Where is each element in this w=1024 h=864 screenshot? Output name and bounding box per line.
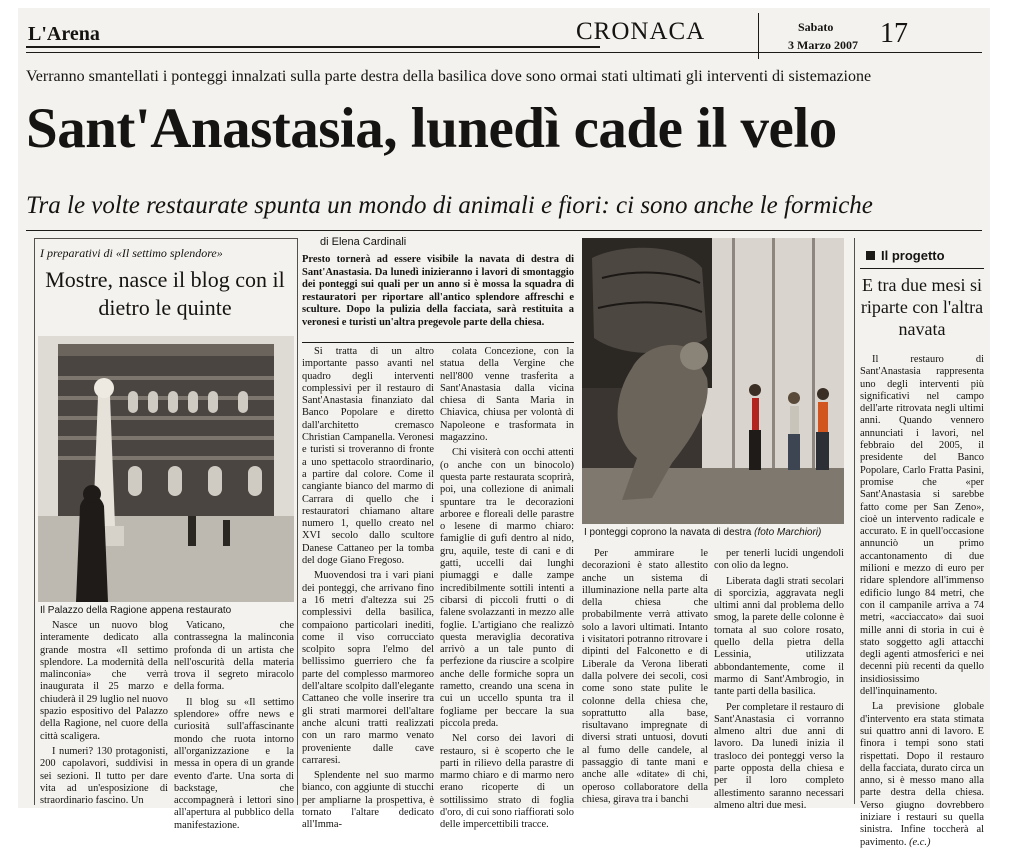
issue-day: Sabato — [798, 20, 834, 34]
article-col4-p2: Liberata dagli strati secolari di sporcizia, aggravata negli ultimi anni dal problema dello smog, la parete delle colonne è tornata al suo colore rosato, quello della pietra della Lessinia, utilizzata abbondantemente, come il marmo di Sant'Ambrogio, in tante parti della basilica. — [714, 575, 844, 698]
masthead-logo: L'Arena — [28, 23, 100, 45]
lead-rule — [302, 342, 574, 343]
article-kicker: Verranno smantellati i ponteggi innalzati sulla parte destra della basilica dove sono ormai stati ultimati gli interventi di sistemazione — [26, 68, 872, 85]
article-col2-p2: Chi visiterà con occhi attenti (o anche con un binocolo) questa parte restaurata scoprirà, poi, una collezione di animali spuntare tra le decorazioni arboree e floreali delle parastre o lesene di marmo chiaro: famiglie di gufi dentro al nido, gru, aquile, teste di cani e di gatti, uccelli dai lunghi piumaggi e dalle zampe incredibilmente sottili intenti a cibarsi di piccoli frutti o di falene svolazzanti in mezzo alle foglie. L'artigiano che realizzò questa meraviglia decorativa arrivò a un tale punto di perfezione da riuscire a scolpire anche delle formiche sopra un rametto, creando una scena in cui un uccello spunta tra il fogliame per beccare la sua piccola preda. — [440, 447, 574, 729]
sidebar-left-col2-p2: Il blog su «Il settimo splendore» offre news e curiosità sull'affascinante mondo che ruota intorno all'organizzazione e la messa in opera di un grande evento d'arte. Una sorta di backstage, che accompagnerà i lettori sino all'apertura al pubblico della manifestazione. — [174, 696, 294, 831]
headline-rule — [26, 230, 982, 231]
article-col2-p3: Nel corso dei lavori di restauro, si è scoperto che le parti in rilievo della parastre di marmo chiaro e di marmo nero erano ricoperte di un sottilissimo strato di foglia d'oro, di cui sono riaffiorati solo delle impercettibili tracce. — [440, 733, 574, 831]
sidebar-right-p2-text: La previsione globale d'intervento era stata stimata sui quattro anni di lavoro. E finora i tempi sono stati rispettati. Dopo il restauro della facciata, durato circa un anno, si è messo mano alla parte destra della chiesa. Verso giugno dovrebbero iniziare i restauri su quella sinistra. Infine toccherà al pavimento. — [860, 701, 984, 848]
sidebar-right-divider — [854, 238, 855, 804]
sidebar-right-title: E tra due mesi si riparte con l'altra navata — [860, 275, 984, 339]
article-byline: di Elena Cardinali — [320, 236, 407, 248]
sidebar-left-col1-p1: Nasce un nuovo blog interamente dedicato alla grande mostra «Il settimo splendore. La modernità della malinconia» che verrà inaugurata il 25 marzo e chiuderà il 29 luglio nel nuovo spazio espositivo del Palazzo della Ragione, nel cuore della città scaligera. — [40, 620, 168, 742]
palazzo-photo-image — [38, 336, 294, 602]
sidebar-right-tag-text: Il progetto — [881, 248, 945, 263]
basilica-caption-credit: (foto Marchiori) — [754, 527, 822, 538]
article-lead: Presto tornerà ad essere visibile la navata di destra di Sant'Anastasia. Da lunedì inizieranno i lavori di smontaggio dei ponteggi sui quali per un anno si è mossa la squadra di restauratori per riportare all'antico splendore affreschi e sculture. Dopo la pulizia della facciata, sarà restituita a veronesi e turisti un'altra pregevole parte della chiesa. — [302, 254, 574, 328]
article-col1-p1: Si tratta di un altro importante passo avanti nel quadro degli interventi complessivi per il restauro di Sant'Anastasia finanziato dal Banco Popolare e diretto dall'architetto cremasco Christian Campanella. Veronesi e turisti si troveranno di fronte a uno spettacolo straordinario, a partire dal colore. Come il cangiante bianco del marmo di Carrara di quello che i restauratori chiamano altare numero 1, quello creato nel XVI secolo dallo scultore Danese Cattaneo per la tomba del doge Giano Fregoso. — [302, 346, 434, 567]
square-bullet-icon — [866, 251, 875, 260]
sidebar-left-kicker: I preparativi di «Il settimo splendore» — [40, 246, 223, 260]
sidebar-left-col1-p2: I numeri? 130 protagonisti, 200 capolavori, suddivisi in sei sezioni. Il tutto per dare vita ad un'esposizione di straordinario fascino. Un — [40, 745, 168, 807]
masthead-rule — [26, 46, 600, 48]
basilica-photo-caption — [584, 527, 821, 538]
article-col4-p1: per tenerli lucidi ungendoli con olio da legno. — [714, 548, 844, 572]
article-headline: Sant'Anastasia, lunedì cade il velo — [26, 97, 837, 160]
page-number: 17 — [880, 18, 908, 49]
sidebar-left-col2-p1: Vaticano, che contrassegna la malinconia profonda di un artista che nell'oscurità della materia trova il segreto miracolo della forma. — [174, 620, 294, 693]
sidebar-left-col1 — [40, 620, 168, 807]
newspaper-clipping — [18, 8, 990, 848]
article-col1-p3: Splendente nel suo marmo bianco, con aggiunte di stucchi per ampliarne la prospettiva, è tornato l'altare dedicato all'Imma- — [302, 770, 434, 831]
article-col4 — [714, 548, 844, 811]
article-col2 — [440, 346, 574, 831]
article-subhead: Tra le volte restaurate spunta un mondo di animali e fiori: ci sono anche le formiche — [26, 192, 873, 219]
issue-date: 3 Marzo 2007 — [788, 38, 858, 52]
palazzo-photo — [38, 336, 294, 602]
article-col2-p1: colata Concezione, con la statua della Vergine che nell'800 venne trasferita a Sant'Anastasia dalla vicina chiesa di Santa Maria in Chiavica, chiusa per volontà di Napoleone e trasformata in magazzino. — [440, 346, 574, 444]
article-col1-p2: Muovendosi tra i vari piani dei ponteggi, che arrivano fino a 16 metri d'altezza sui 25 complessivi della basilica, compaiono particolari inediti, come il viso corrucciato scolpito sopra l'elmo del bellissimo guerriero che fa parte del complesso marmoreo dell'altare scolpito dall'elegante Cattaneo che volle inserire tra gli strati marmorei dell'altare anche alcuni tratti realizzati con un raro marmo venato proveniente dalle cave carraresi. — [302, 570, 434, 766]
basilica-photo-image — [582, 238, 844, 524]
basilica-photo — [582, 238, 844, 524]
sidebar-right-tag — [866, 248, 945, 263]
article-col3 — [582, 548, 708, 804]
article-col1 — [302, 346, 434, 831]
sidebar-right-signature: (e.c.) — [909, 836, 931, 848]
sidebar-right-tag-rule — [860, 268, 984, 269]
basilica-caption-text: I ponteggi coprono la navata di destra — [584, 527, 752, 538]
sidebar-right-p2 — [860, 701, 984, 849]
sidebar-left-col2 — [174, 620, 294, 831]
sidebar-right-p1: Il restauro di Sant'Anastasia rappresenta uno degli interventi più significativi nel campo dell'arte ritrovata negli ultimi anni. Quando vennero annunciati i lavori, nel febbraio del 2005, il presidente del Banco Popolare, Carlo Fratta Pasini, promise che «per Sant'Anastasia si sarebbe fatto come per San Zeno», cioè un intervento radicale e accurato. E in quell'occasione annunciò un primo accantonamento di due milioni e mezzo di euro per ridare splendore all'immenso edificio lungo 84 metri, che con il campanile arriva a 74 metri, «acciaccato» dai suoi mille anni di storia in cui è stato soggetto agli attacchi degli agenti atmosferici e nei decenni più recenti da quello insidiosissimo dell'inquinamento. — [860, 354, 984, 698]
section-name: CRONACA — [576, 18, 706, 45]
article-col4-p3: Per completare il restauro di Sant'Anastasia ci vorranno almeno altri due anni di lavoro. Da lunedì inizia il trasloco dei ponteggi verso la parte opposta della chiesa e per il loro completo allestimento saranno necessari almeno altri due mesi. — [714, 701, 844, 811]
palazzo-photo-caption: Il Palazzo della Ragione appena restaurato — [40, 605, 232, 616]
article-col3-p1: Per ammirare le decorazioni è stato allestito anche un sistema di illuminazione nella parte alta della chiesa che probabilmente verrà attivato solo a lavori ultimati. Intanto i visitatori potranno ritrovare i dipinti del Falconetto e di Liberale da Verona liberati dalla polvere dei secoli, così come sono state pulite le colonne della chiesa che, soprattutto alla base, risultavano impregnate di diversi strati untuosi, dovuti al fumo delle candele, al passaggio di tante mani e anche alle «ditate» di chi, operoso collaboratore della chiesa, girava tra i banchi — [582, 548, 708, 805]
sidebar-right-body — [860, 354, 984, 848]
sidebar-left-title: Mostre, nasce il blog con il dietro le quinte — [45, 267, 285, 320]
